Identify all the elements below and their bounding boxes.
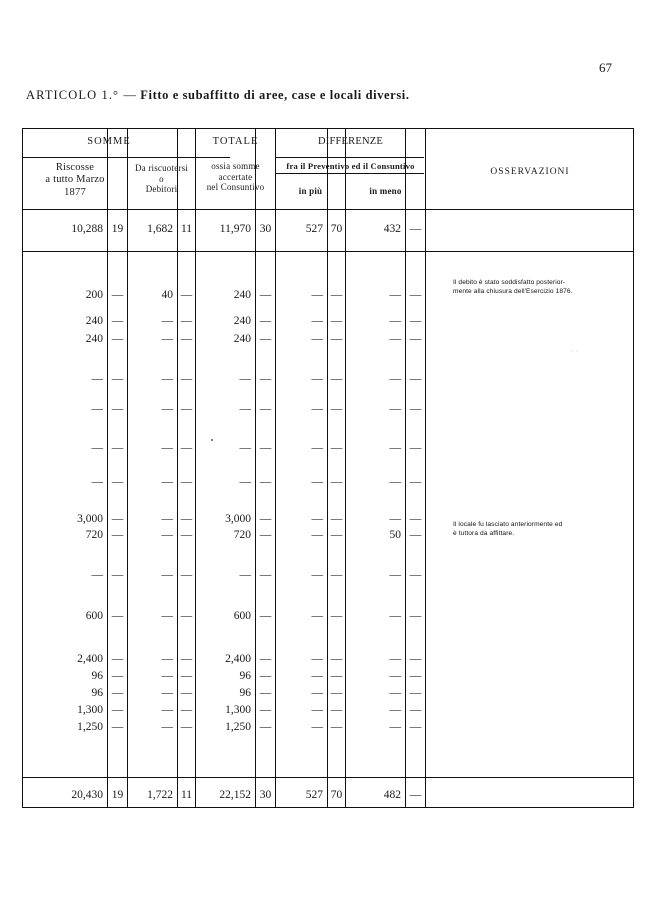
row-15-riscosse-cents: —	[111, 704, 124, 716]
first-row-in-meno-cents: —	[409, 223, 422, 235]
total-row-in-meno: 482	[383, 789, 401, 801]
row-8-debitori: —	[161, 513, 173, 525]
header-da-riscuotersi	[128, 163, 195, 195]
row-6-riscosse: —	[91, 442, 103, 454]
row-12-debitori-cents: —	[180, 653, 193, 665]
ink-speck	[211, 439, 213, 441]
total-row-riscosse: 20,430	[71, 789, 103, 801]
row-7-debitori-cents: —	[180, 476, 193, 488]
row-10-riscosse-cents: —	[111, 569, 124, 581]
row-7-in-piu-cents: —	[330, 476, 343, 488]
row-8-debitori-cents: —	[180, 513, 193, 525]
first-row-riscosse: 10,288	[71, 223, 103, 235]
row-9-in-meno-cents: —	[409, 529, 422, 541]
row-16-in-piu: —	[311, 721, 323, 733]
row-5-in-piu: —	[311, 403, 323, 415]
row-2-debitori: —	[161, 315, 173, 327]
total-row-top-rule	[23, 777, 633, 778]
row-11-riscosse: 600	[85, 610, 103, 622]
row-8-totale-cents: —	[259, 513, 272, 525]
row-4-totale: —	[239, 373, 251, 385]
row-11-debitori-cents: —	[180, 610, 193, 622]
observation-note-2-line2: è tuttora da affittare.	[453, 529, 515, 537]
row-5-debitori: —	[161, 403, 173, 415]
header-da-riscuotersi-line3: Debitori	[145, 184, 178, 195]
row-3-riscosse-cents: —	[111, 333, 124, 345]
first-row-in-meno: 432	[383, 223, 401, 235]
row-13-in-piu-cents: —	[330, 670, 343, 682]
row-5-totale: —	[239, 403, 251, 415]
header-riscosse	[23, 162, 127, 199]
row-8-riscosse: 3,000	[77, 513, 103, 525]
row-6-totale-cents: —	[259, 442, 272, 454]
row-9-in-piu: —	[311, 529, 323, 541]
row-2-totale: 240	[233, 315, 251, 327]
header-somme: SOMME	[87, 136, 131, 147]
row-7-totale-cents: —	[259, 476, 272, 488]
row-3-debitori: —	[161, 333, 173, 345]
header-totale-line2: accertate	[218, 171, 253, 182]
header-rule-differenze-sub	[275, 173, 424, 174]
row-5-riscosse: —	[91, 403, 103, 415]
row-1-riscosse-cents: —	[111, 289, 124, 301]
row-2-debitori-cents: —	[180, 315, 193, 327]
row-6-debitori: —	[161, 442, 173, 454]
row-7-in-meno-cents: —	[409, 476, 422, 488]
observation-note-1	[453, 279, 628, 297]
header-totale-line1: ossia somme	[211, 161, 260, 171]
row-13-riscosse: 96	[91, 670, 103, 682]
row-12-debitori: —	[161, 653, 173, 665]
row-8-in-meno: —	[389, 513, 401, 525]
row-1-in-meno-cents: —	[409, 289, 422, 301]
row-12-in-meno-cents: —	[409, 653, 422, 665]
row-5-in-piu-cents: —	[330, 403, 343, 415]
row-16-debitori-cents: —	[180, 721, 193, 733]
row-14-debitori-cents: —	[180, 687, 193, 699]
row-10-debitori: —	[161, 569, 173, 581]
row-2-in-piu: —	[311, 315, 323, 327]
row-13-in-meno: —	[389, 670, 401, 682]
row-13-totale: 96	[239, 670, 251, 682]
row-16-in-piu-cents: —	[330, 721, 343, 733]
row-8-in-piu-cents: —	[330, 513, 343, 525]
row-9-debitori: —	[161, 529, 173, 541]
row-3-totale-cents: —	[259, 333, 272, 345]
header-da-riscuotersi-line2: o	[159, 173, 164, 184]
row-4-in-meno-cents: —	[409, 373, 422, 385]
row-9-totale-cents: —	[259, 529, 272, 541]
observation-note-2-line1: Il locale fu lasciato anteriormente ed	[453, 521, 563, 528]
observation-note-1-line2: mente alla chiusura dell'Esercizio 1876.	[453, 287, 573, 295]
row-13-riscosse-cents: —	[111, 670, 124, 682]
row-14-totale-cents: —	[259, 687, 272, 699]
article-heading	[26, 88, 410, 103]
row-13-debitori-cents: —	[180, 670, 193, 682]
row-4-debitori: —	[161, 373, 173, 385]
row-3-in-meno: —	[389, 333, 401, 345]
column-rule-differenze-osservazioni	[425, 129, 426, 807]
row-5-riscosse-cents: —	[111, 403, 124, 415]
first-row-debitori: 1,682	[147, 223, 173, 235]
article-label: ARTICOLO 1.° —	[26, 88, 137, 102]
total-row-debitori: 1,722	[147, 789, 173, 801]
row-6-riscosse-cents: —	[111, 442, 124, 454]
row-16-in-meno: —	[389, 721, 401, 733]
row-16-totale: 1,250	[225, 721, 251, 733]
header-totale: TOTALE	[212, 136, 259, 147]
row-4-debitori-cents: —	[180, 373, 193, 385]
first-row-riscosse-cents: 19	[111, 223, 124, 235]
row-13-in-piu: —	[311, 670, 323, 682]
row-14-debitori: —	[161, 687, 173, 699]
total-row-debitori-cents: 11	[180, 789, 193, 801]
row-9-riscosse: 720	[85, 529, 103, 541]
row-11-totale: 600	[233, 610, 251, 622]
row-4-in-piu-cents: —	[330, 373, 343, 385]
row-9-in-piu-cents: —	[330, 529, 343, 541]
row-15-totale-cents: —	[259, 704, 272, 716]
row-14-in-meno-cents: —	[409, 687, 422, 699]
row-7-riscosse: —	[91, 476, 103, 488]
first-row-bottom-rule	[23, 251, 633, 252]
row-1-totale: 240	[233, 289, 251, 301]
row-2-totale-cents: —	[259, 315, 272, 327]
row-15-debitori-cents: —	[180, 704, 193, 716]
row-12-riscosse-cents: —	[111, 653, 124, 665]
row-6-in-meno-cents: —	[409, 442, 422, 454]
first-row-debitori-cents: 11	[180, 223, 193, 235]
row-12-riscosse: 2,400	[77, 653, 103, 665]
row-11-in-meno: —	[389, 610, 401, 622]
row-15-in-meno: —	[389, 704, 401, 716]
header-differenze: DIFFERENZE	[318, 136, 383, 147]
header-rule-differenze	[275, 157, 424, 158]
row-9-debitori-cents: —	[180, 529, 193, 541]
row-12-in-piu: —	[311, 653, 323, 665]
row-5-debitori-cents: —	[180, 403, 193, 415]
row-1-in-piu-cents: —	[330, 289, 343, 301]
total-row-totale-cents: 30	[259, 789, 272, 801]
observation-note-2	[453, 521, 628, 539]
row-16-totale-cents: —	[259, 721, 272, 733]
row-6-in-piu-cents: —	[330, 442, 343, 454]
row-2-riscosse: 240	[85, 315, 103, 327]
observation-note-1-line1: Il debito è stato soddisfatto posterior-	[453, 279, 566, 286]
row-11-debitori: —	[161, 610, 173, 622]
row-10-totale-cents: —	[259, 569, 272, 581]
row-4-riscosse-cents: —	[111, 373, 124, 385]
row-12-in-meno: —	[389, 653, 401, 665]
row-8-riscosse-cents: —	[111, 513, 124, 525]
total-row-in-meno-cents: —	[409, 789, 422, 801]
first-row-totale-cents: 30	[259, 223, 272, 235]
header-riscosse-line1: Riscosse	[55, 162, 95, 173]
row-1-riscosse: 200	[85, 289, 103, 301]
row-6-debitori-cents: —	[180, 442, 193, 454]
row-14-riscosse: 96	[91, 687, 103, 699]
row-4-in-meno: —	[389, 373, 401, 385]
header-da-riscuotersi-line1: Da riscuotersi	[134, 163, 189, 173]
row-7-totale: —	[239, 476, 251, 488]
row-11-riscosse-cents: —	[111, 610, 124, 622]
header-in-piu: in più	[298, 186, 323, 196]
row-1-totale-cents: —	[259, 289, 272, 301]
header-bottom-rule	[23, 209, 633, 210]
first-row-totale: 11,970	[219, 223, 251, 235]
row-10-debitori-cents: —	[180, 569, 193, 581]
row-16-in-meno-cents: —	[409, 721, 422, 733]
row-15-in-piu-cents: —	[330, 704, 343, 716]
row-16-riscosse: 1,250	[77, 721, 103, 733]
header-totale-line3: nel Consuntivo	[206, 182, 265, 193]
row-2-in-piu-cents: —	[330, 315, 343, 327]
row-10-totale: —	[239, 569, 251, 581]
row-7-debitori: —	[161, 476, 173, 488]
row-11-in-piu: —	[311, 610, 323, 622]
row-14-in-meno: —	[389, 687, 401, 699]
row-14-in-piu-cents: —	[330, 687, 343, 699]
row-1-debitori: 40	[161, 289, 173, 301]
row-3-debitori-cents: —	[180, 333, 193, 345]
row-2-riscosse-cents: —	[111, 315, 124, 327]
row-11-totale-cents: —	[259, 610, 272, 622]
row-5-in-meno-cents: —	[409, 403, 422, 415]
row-11-in-meno-cents: —	[409, 610, 422, 622]
row-12-in-piu-cents: —	[330, 653, 343, 665]
row-8-in-piu: —	[311, 513, 323, 525]
row-1-in-meno: —	[389, 289, 401, 301]
row-9-totale: 720	[233, 529, 251, 541]
row-6-totale: —	[239, 442, 251, 454]
row-13-totale-cents: —	[259, 670, 272, 682]
header-in-meno: in meno	[369, 186, 402, 196]
row-3-in-meno-cents: —	[409, 333, 422, 345]
header-osservazioni: OSSERVAZIONI	[490, 167, 570, 177]
row-1-in-piu: —	[311, 289, 323, 301]
page-number: 67	[599, 60, 612, 75]
first-row-in-piu: 527	[305, 223, 323, 235]
row-1-debitori-cents: —	[180, 289, 193, 301]
row-3-in-piu-cents: —	[330, 333, 343, 345]
total-row-riscosse-cents: 19	[111, 789, 124, 801]
row-7-in-meno: —	[389, 476, 401, 488]
paper-speck-decor: · ·	[571, 347, 579, 356]
row-14-riscosse-cents: —	[111, 687, 124, 699]
header-differenze-sub: fra il Preventivo ed il Consuntivo	[286, 161, 415, 171]
row-13-debitori: —	[161, 670, 173, 682]
article-title: Fitto e subaffitto di aree, case e locali diversi.	[140, 88, 410, 102]
row-3-totale: 240	[233, 333, 251, 345]
row-2-in-meno-cents: —	[409, 315, 422, 327]
total-row-in-piu: 527	[305, 789, 323, 801]
row-15-totale: 1,300	[225, 704, 251, 716]
row-7-in-piu: —	[311, 476, 323, 488]
row-10-riscosse: —	[91, 569, 103, 581]
row-3-riscosse: 240	[85, 333, 103, 345]
header-totale-sub	[196, 161, 275, 193]
row-9-in-meno: 50	[389, 529, 401, 541]
row-4-totale-cents: —	[259, 373, 272, 385]
row-6-in-piu: —	[311, 442, 323, 454]
row-16-debitori: —	[161, 721, 173, 733]
row-12-totale-cents: —	[259, 653, 272, 665]
row-11-in-piu-cents: —	[330, 610, 343, 622]
row-14-totale: 96	[239, 687, 251, 699]
row-4-riscosse: —	[91, 373, 103, 385]
row-10-in-meno-cents: —	[409, 569, 422, 581]
row-10-in-piu: —	[311, 569, 323, 581]
row-7-riscosse-cents: —	[111, 476, 124, 488]
row-16-riscosse-cents: —	[111, 721, 124, 733]
row-12-totale: 2,400	[225, 653, 251, 665]
row-3-in-piu: —	[311, 333, 323, 345]
row-5-in-meno: —	[389, 403, 401, 415]
row-13-in-meno-cents: —	[409, 670, 422, 682]
row-15-riscosse: 1,300	[77, 704, 103, 716]
row-15-debitori: —	[161, 704, 173, 716]
row-14-in-piu: —	[311, 687, 323, 699]
row-8-totale: 3,000	[225, 513, 251, 525]
row-5-totale-cents: —	[259, 403, 272, 415]
first-row-in-piu-cents: 70	[330, 223, 343, 235]
header-riscosse-line2: a tutto Marzo	[45, 174, 105, 186]
financial-table	[22, 128, 634, 808]
total-row-in-piu-cents: 70	[330, 789, 343, 801]
row-2-in-meno: —	[389, 315, 401, 327]
row-10-in-piu-cents: —	[330, 569, 343, 581]
header-rule-somme	[23, 157, 230, 158]
row-4-in-piu: —	[311, 373, 323, 385]
row-6-in-meno: —	[389, 442, 401, 454]
row-15-in-piu: —	[311, 704, 323, 716]
row-8-in-meno-cents: —	[409, 513, 422, 525]
row-9-riscosse-cents: —	[111, 529, 124, 541]
header-riscosse-line3: 1877	[64, 186, 86, 198]
row-15-in-meno-cents: —	[409, 704, 422, 716]
row-10-in-meno: —	[389, 569, 401, 581]
total-row-totale: 22,152	[219, 789, 251, 801]
